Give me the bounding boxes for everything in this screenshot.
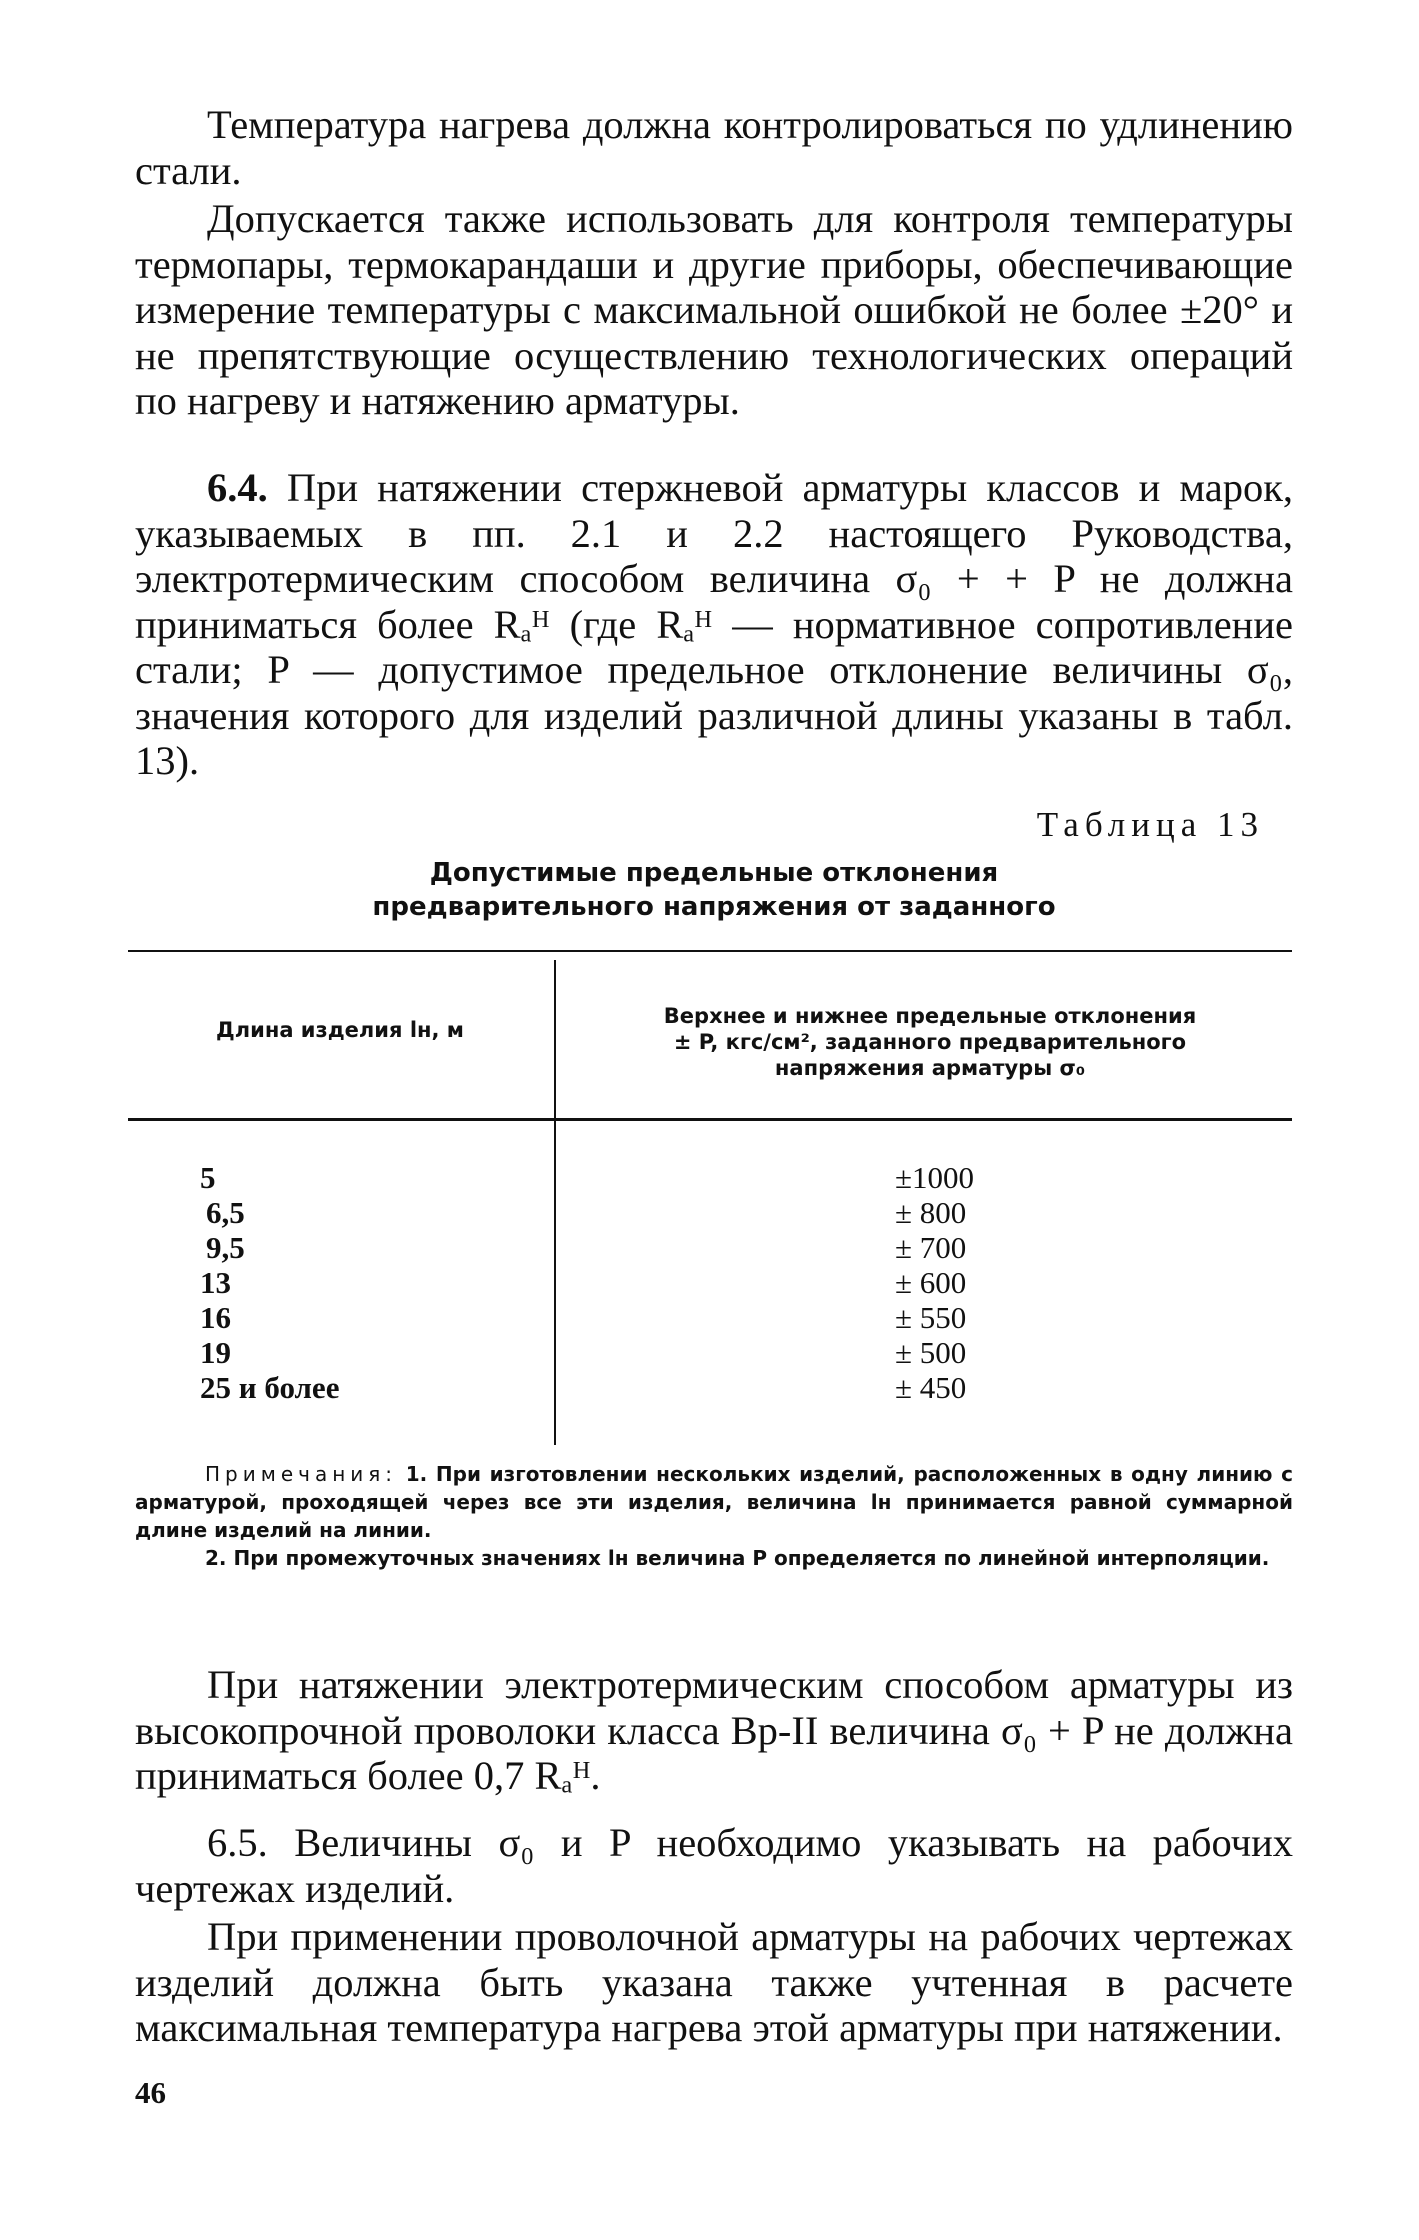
paragraph-6-5: 6.5. Величины σ₀ и P необходимо указывать на рабочих чертежах изделий. [135,1820,1293,1911]
table-cell-length: 6,5 [206,1195,245,1230]
table-cell-length: 25 и более [200,1370,340,1405]
table-top-rule [128,950,1292,952]
paragraph-high-strength-wire: При натяжении электротермическим способом арматуры из высокопрочной проволоки класса Вр-II величина σ₀ + P не должна приниматься более 0,7 Rₐᴴ. [135,1662,1293,1798]
table-cell-deviation: ± 800 [895,1195,967,1230]
table-cell-length: 5 [200,1160,216,1195]
table-cell-deviation: ± 600 [895,1265,967,1300]
note-1: Примечания: 1. При изготовлении нескольких изделий, расположенных в одну линию с арматурой, проходящей через все эти изделия, величина lн принимается равной суммарной длине изделий на линии. [135,1462,1294,1542]
deviation-column [895,1160,974,1405]
table-cell-deviation: ± 700 [895,1230,967,1265]
notes-label: Примечания: [205,1462,398,1486]
paragraph-thermocouples: Допускается также использовать для контроля температуры термопары, термокарандаши и другие приборы, обеспечивающие измерение температуры с максимальной ошибкой не более ±20° и не препятствующие осуществлению технологических операций по нагреву и натяжению арматуры. [135,196,1293,423]
table-cell-deviation: ±1000 [895,1160,975,1195]
table-cell-length: 9,5 [206,1230,245,1265]
table-cell-length: 16 [200,1300,231,1335]
table-cell-length: 13 [200,1265,231,1300]
table-cell-deviation: ± 450 [895,1370,967,1405]
column-header-length: Длина изделия lн, м [216,1018,464,1042]
paragraph-6-4: 6.4. При натяжении стержневой арматуры классов и марок, указываемых в пп. 2.1 и 2.2 настоящего Руководства, электротермическим способом величина σ₀ + + P не должна приниматься более Rₐᴴ (где Rₐᴴ — нормативное сопротивление стали; P — допустимое предельное отклонение величины σ₀, значения которого для изделий различной длины указаны в табл. 13). [135,465,1294,783]
table-cell-deviation: ± 500 [895,1335,967,1370]
table-title: Допустимые предельные отклонения предварительного напряжения от заданного [372,858,1056,922]
table-column-divider [554,960,556,1445]
note-2: 2. При промежуточных значениях lн величина P определяется по линейной интерполяции. [205,1546,1270,1570]
table-cell-length: 19 [200,1335,231,1370]
section-number-6-4: 6.4. [207,465,268,510]
table-notes [135,1460,1293,1572]
table-cell-deviation: ± 550 [895,1300,967,1335]
column-header-deviation: Верхнее и нижнее предельные отклонения ± P, кгс/см², заданного предварительного напряжения арматуры σ₀ [663,1004,1197,1080]
length-column [200,1160,339,1405]
paragraph-heating-control: Температура нагрева должна контролироваться по удлинению стали. [135,102,1293,193]
table-label: Таблица 13 [1036,805,1264,844]
paragraph-wire-temperature: При применении проволочной арматуры на рабочих чертежах изделий должна быть указана также учтенная в расчете максимальная температура нагрева этой арматуры при натяжении. [135,1914,1293,2050]
page-number: 46 [135,2075,166,2110]
table-header-rule [128,1118,1292,1121]
